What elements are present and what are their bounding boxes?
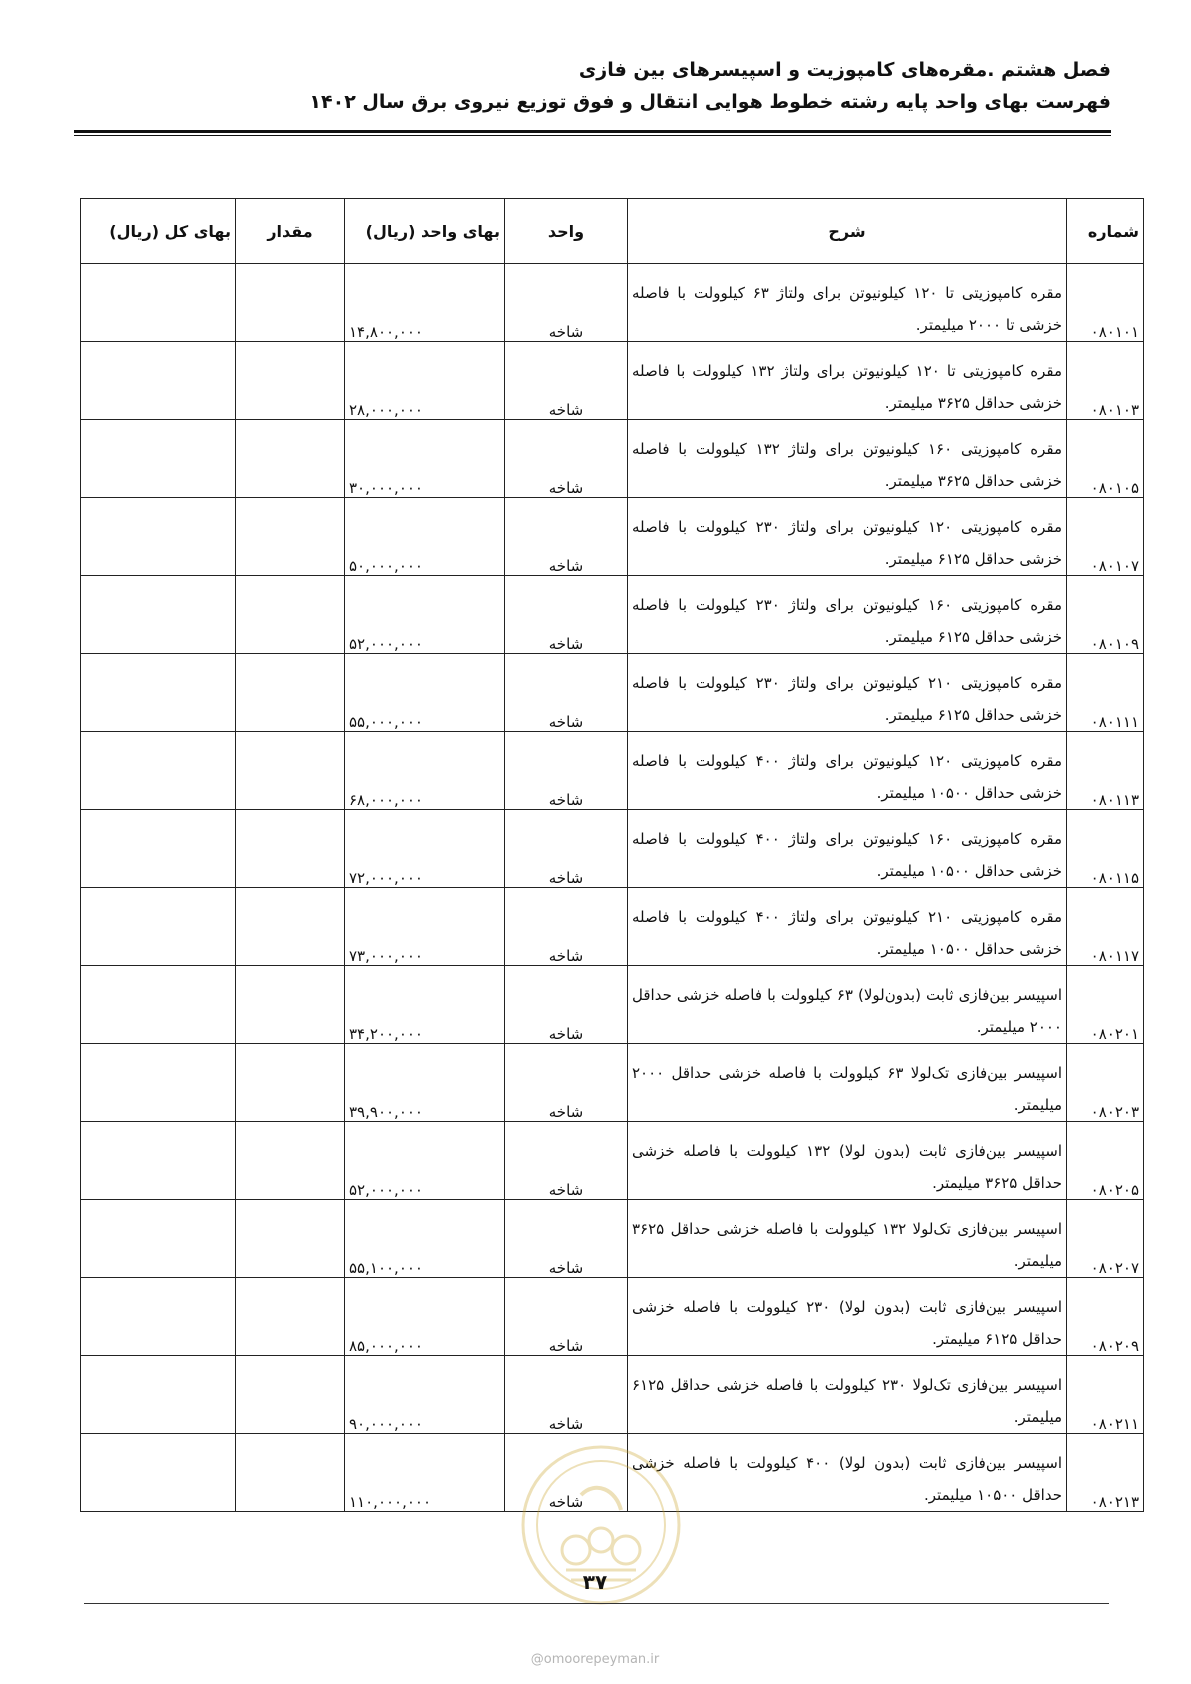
table-row (81, 420, 1144, 498)
row-number: ۰۸۰۲۰۹ (1067, 1278, 1144, 1356)
row-unit-price: ۸۵,۰۰۰,۰۰۰ (345, 1278, 505, 1356)
table-row (81, 888, 1144, 966)
row-total-price (81, 654, 236, 732)
row-description: مقره کامپوزیتی ۲۱۰ کیلونیوتن برای ولتاژ ۴۰۰ کیلوولت با فاصله خزشی حداقل ۱۰۵۰۰ میلیمتر. (628, 888, 1067, 966)
row-number: ۰۸۰۲۰۵ (1067, 1122, 1144, 1200)
row-quantity (236, 498, 345, 576)
row-description: مقره کامپوزیتی ۱۲۰ کیلونیوتن برای ولتاژ ۲۳۰ کیلوولت با فاصله خزشی حداقل ۶۱۲۵ میلیمتر. (628, 498, 1067, 576)
row-unit-price: ۱۱۰,۰۰۰,۰۰۰ (345, 1434, 505, 1512)
row-total-price (81, 1200, 236, 1278)
row-quantity (236, 1122, 345, 1200)
row-number: ۰۸۰۲۱۳ (1067, 1434, 1144, 1512)
table-row (81, 498, 1144, 576)
row-unit-price: ۲۸,۰۰۰,۰۰۰ (345, 342, 505, 420)
row-unit: شاخه (505, 264, 628, 342)
row-description: مقره کامپوزیتی ۱۶۰ کیلونیوتن برای ولتاژ ۲۳۰ کیلوولت با فاصله خزشی حداقل ۶۱۲۵ میلیمتر. (628, 576, 1067, 654)
row-unit-price: ۳۰,۰۰۰,۰۰۰ (345, 420, 505, 498)
header-quantity: مقدار (236, 199, 345, 264)
row-total-price (81, 1278, 236, 1356)
row-description: مقره کامپوزیتی ۱۶۰ کیلونیوتن برای ولتاژ ۴۰۰ کیلوولت با فاصله خزشی حداقل ۱۰۵۰۰ میلیمتر. (628, 810, 1067, 888)
row-unit: شاخه (505, 420, 628, 498)
row-description: مقره کامپوزیتی تا ۱۲۰ کیلونیوتن برای ولتاژ ۶۳ کیلوولت با فاصله خزشی تا ۲۰۰۰ میلیمتر. (628, 264, 1067, 342)
header-rule-thick (74, 130, 1111, 133)
row-total-price (81, 420, 236, 498)
row-unit: شاخه (505, 1356, 628, 1434)
row-number: ۰۸۰۱۱۳ (1067, 732, 1144, 810)
table-body (81, 264, 1144, 1512)
header-row (81, 199, 1144, 264)
row-number: ۰۸۰۱۰۹ (1067, 576, 1144, 654)
row-description: مقره کامپوزیتی ۱۶۰ کیلونیوتن برای ولتاژ ۱۳۲ کیلوولت با فاصله خزشی حداقل ۳۶۲۵ میلیمتر. (628, 420, 1067, 498)
row-total-price (81, 732, 236, 810)
row-unit-price: ۵۲,۰۰۰,۰۰۰ (345, 1122, 505, 1200)
row-description: اسپیسر بین‌فازی تک‌لولا ۱۳۲ کیلوولت با فاصله خزشی حداقل ۳۶۲۵ میلیمتر. (628, 1200, 1067, 1278)
row-total-price (81, 576, 236, 654)
row-number: ۰۸۰۱۱۷ (1067, 888, 1144, 966)
row-total-price (81, 1434, 236, 1512)
row-number: ۰۸۰۱۱۱ (1067, 654, 1144, 732)
row-description: اسپیسر بین‌فازی تک‌لولا ۶۳ کیلوولت با فاصله خزشی حداقل ۲۰۰۰ میلیمتر. (628, 1044, 1067, 1122)
row-quantity (236, 342, 345, 420)
header-total-price: بهای کل (ریال) (81, 199, 236, 264)
header-unit: واحد (505, 199, 628, 264)
table-row (81, 342, 1144, 420)
row-quantity (236, 888, 345, 966)
row-unit-price: ۱۴,۸۰۰,۰۰۰ (345, 264, 505, 342)
header-number: شماره (1067, 199, 1144, 264)
table-row (81, 654, 1144, 732)
row-total-price (81, 888, 236, 966)
row-unit-price: ۵۵,۱۰۰,۰۰۰ (345, 1200, 505, 1278)
row-unit: شاخه (505, 654, 628, 732)
row-unit: شاخه (505, 342, 628, 420)
row-description: اسپیسر بین‌فازی ثابت (بدون لولا) ۱۳۲ کیلوولت با فاصله خزشی حداقل ۳۶۲۵ میلیمتر. (628, 1122, 1067, 1200)
header-unit-price: بهای واحد (ریال) (345, 199, 505, 264)
row-unit-price: ۵۵,۰۰۰,۰۰۰ (345, 654, 505, 732)
row-unit: شاخه (505, 576, 628, 654)
table-header (81, 199, 1144, 264)
row-total-price (81, 1356, 236, 1434)
row-total-price (81, 1122, 236, 1200)
row-quantity (236, 1200, 345, 1278)
row-unit-price: ۷۳,۰۰۰,۰۰۰ (345, 888, 505, 966)
row-quantity (236, 1278, 345, 1356)
row-unit-price: ۵۲,۰۰۰,۰۰۰ (345, 576, 505, 654)
row-unit-price: ۹۰,۰۰۰,۰۰۰ (345, 1356, 505, 1434)
document-subtitle: فهرست بهای واحد پایه رشته خطوط هوایی انتقال و فوق توزیع نیروی برق سال ۱۴۰۲ (309, 91, 1111, 113)
row-description: اسپیسر بین‌فازی ثابت (بدون‌لولا) ۶۳ کیلوولت با فاصله خزشی حداقل ۲۰۰۰ میلیمتر. (628, 966, 1067, 1044)
row-total-price (81, 1044, 236, 1122)
row-quantity (236, 420, 345, 498)
row-description: اسپیسر بین‌فازی ثابت (بدون لولا) ۴۰۰ کیلوولت با فاصله خزشی حداقل ۱۰۵۰۰ میلیمتر. (628, 1434, 1067, 1512)
row-unit-price: ۵۰,۰۰۰,۰۰۰ (345, 498, 505, 576)
site-watermark: @omoorepeyman.ir (530, 1652, 660, 1667)
row-total-price (81, 498, 236, 576)
row-quantity (236, 654, 345, 732)
row-quantity (236, 810, 345, 888)
row-quantity (236, 1434, 345, 1512)
footer-rule (84, 1603, 1109, 1604)
table-row (81, 966, 1144, 1044)
row-number: ۰۸۰۲۱۱ (1067, 1356, 1144, 1434)
row-unit: شاخه (505, 1122, 628, 1200)
row-description: اسپیسر بین‌فازی تک‌لولا ۲۳۰ کیلوولت با فاصله خزشی حداقل ۶۱۲۵ میلیمتر. (628, 1356, 1067, 1434)
header-rule-thin (74, 135, 1111, 136)
row-unit: شاخه (505, 966, 628, 1044)
row-quantity (236, 732, 345, 810)
row-description: اسپیسر بین‌فازی ثابت (بدون لولا) ۲۳۰ کیلوولت با فاصله خزشی حداقل ۶۱۲۵ میلیمتر. (628, 1278, 1067, 1356)
table-row (81, 810, 1144, 888)
row-unit: شاخه (505, 1044, 628, 1122)
row-quantity (236, 264, 345, 342)
row-unit-price: ۳۹,۹۰۰,۰۰۰ (345, 1044, 505, 1122)
table-row (81, 732, 1144, 810)
row-number: ۰۸۰۲۰۷ (1067, 1200, 1144, 1278)
row-unit: شاخه (505, 1200, 628, 1278)
row-unit: شاخه (505, 498, 628, 576)
row-unit: شاخه (505, 1278, 628, 1356)
row-quantity (236, 1044, 345, 1122)
header-description: شرح (628, 199, 1067, 264)
table-row (81, 1044, 1144, 1122)
page-number: ۳۷ (582, 1570, 608, 1594)
table-row (81, 1278, 1144, 1356)
row-number: ۰۸۰۱۰۳ (1067, 342, 1144, 420)
row-total-price (81, 342, 236, 420)
table-row (81, 1356, 1144, 1434)
price-table (80, 198, 1144, 1512)
row-number: ۰۸۰۲۰۱ (1067, 966, 1144, 1044)
row-total-price (81, 264, 236, 342)
row-unit-price: ۷۲,۰۰۰,۰۰۰ (345, 810, 505, 888)
row-quantity (236, 576, 345, 654)
row-quantity (236, 966, 345, 1044)
row-unit: شاخه (505, 888, 628, 966)
row-description: مقره کامپوزیتی ۲۱۰ کیلونیوتن برای ولتاژ ۲۳۰ کیلوولت با فاصله خزشی حداقل ۶۱۲۵ میلیمتر. (628, 654, 1067, 732)
table-row (81, 576, 1144, 654)
table-row (81, 264, 1144, 342)
row-number: ۰۸۰۱۰۱ (1067, 264, 1144, 342)
chapter-title: فصل هشتم .مقره‌های کامپوزیت و اسپیسرهای بین فازی (578, 59, 1111, 81)
row-unit: شاخه (505, 732, 628, 810)
page-header (80, 54, 1111, 118)
row-total-price (81, 810, 236, 888)
row-unit-price: ۶۸,۰۰۰,۰۰۰ (345, 732, 505, 810)
row-unit: شاخه (505, 1434, 628, 1512)
row-description: مقره کامپوزیتی ۱۲۰ کیلونیوتن برای ولتاژ ۴۰۰ کیلوولت با فاصله خزشی حداقل ۱۰۵۰۰ میلیمتر. (628, 732, 1067, 810)
row-description: مقره کامپوزیتی تا ۱۲۰ کیلونیوتن برای ولتاژ ۱۳۲ کیلوولت با فاصله خزشی حداقل ۳۶۲۵ میلیمتر. (628, 342, 1067, 420)
row-number: ۰۸۰۲۰۳ (1067, 1044, 1144, 1122)
row-number: ۰۸۰۱۰۷ (1067, 498, 1144, 576)
row-quantity (236, 1356, 345, 1434)
table-row (81, 1200, 1144, 1278)
row-unit: شاخه (505, 810, 628, 888)
row-total-price (81, 966, 236, 1044)
row-number: ۰۸۰۱۰۵ (1067, 420, 1144, 498)
row-unit-price: ۳۴,۲۰۰,۰۰۰ (345, 966, 505, 1044)
row-number: ۰۸۰۱۱۵ (1067, 810, 1144, 888)
table-row (81, 1122, 1144, 1200)
